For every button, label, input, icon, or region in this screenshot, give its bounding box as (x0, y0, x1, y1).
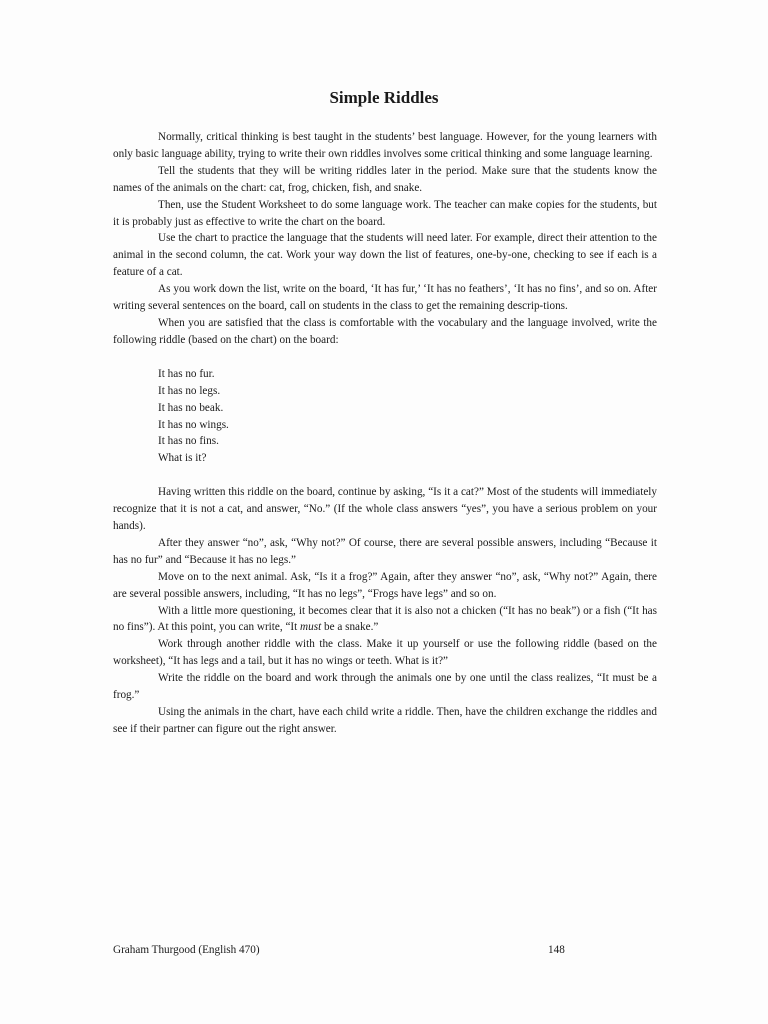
paragraph-must (113, 603, 657, 637)
riddle-line: It has no fins. (158, 435, 219, 448)
paragraph: Using the animals in the chart, have each child write a riddle. Then, have the children exchange the riddles and see if their partner can figure out the right answer. (113, 706, 657, 735)
paragraph-text: With a little more questioning, it becomes clear that it is also not a chicken (“It has no beak”) or a fish (“It has no fins”). At this point, you can write, “It (113, 604, 657, 634)
footer-author: Graham Thurgood (English 470) (113, 944, 260, 956)
paragraph: Work through another riddle with the class. Make it up yourself or use the following riddle (based on the worksheet), “It has legs and a tail, but it has no wings or teeth. What is it?” (113, 638, 657, 668)
riddle-line: It has no fur. (158, 367, 215, 380)
paragraph-text: be a snake.” (321, 621, 379, 634)
riddle-line: It has no legs. (158, 384, 221, 397)
page-number: 148 (548, 944, 565, 956)
riddle-block (158, 366, 657, 467)
page-title: Simple Riddles (329, 88, 439, 107)
paragraph: After they answer “no”, ask, “Why not?” Of course, there are several possible answers, including “Because it has no fur” and “Because it has no legs.” (113, 536, 657, 566)
paragraph: Use the chart to practice the language that the students will need later. For example, direct their attention to the animal in the second column, the cat. Work your way down the list of features, one-by-one, checking to see if each is a feature of a cat. (113, 232, 657, 279)
paragraph: Normally, critical thinking is best taught in the students’ best language. However, for the young learners with only basic language ability, trying to write their own riddles involves some critical thinking and some language learning. (113, 131, 657, 160)
paragraph: Move on to the next animal. Ask, “Is it a frog?” Again, after they answer “no”, ask, “Why not?” Again, there are several possible answers, including, “It has no legs”, “Frogs have legs” and so on. (113, 570, 657, 600)
paragraph: As you work down the list, write on the board, ‘It has fur,’ ‘It has no feathers’, ‘It has no fins’, and so on. After writing several sentences on the board, call on students in the class to get the remaining descrip-tions. (113, 283, 657, 313)
riddle-question: What is it? (158, 452, 207, 465)
riddle-line: It has no wings. (158, 418, 229, 431)
paragraph: Then, use the Student Worksheet to do some language work. The teacher can make copies for the students, but it is probably just as effective to write the chart on the board. (113, 198, 657, 228)
paragraph: Write the riddle on the board and work through the animals one by one until the class realizes, “It must be a frog.” (113, 672, 657, 702)
riddle-line: It has no beak. (158, 401, 224, 414)
paragraph: When you are satisfied that the class is comfortable with the vocabulary and the language involved, write the following riddle (based on the chart) on the board: (113, 316, 657, 346)
body-text (113, 129, 657, 738)
paragraph: Having written this riddle on the board, continue by asking, “Is it a cat?” Most of the students will immediately recognize that it is not a cat, and answer, “No.” (If the whole class answers “yes”, you have a serious problem on your hands). (113, 486, 657, 533)
paragraph: Tell the students that they will be writing riddles later in the period. Make sure that the students know the names of the animals on the chart: cat, frog, chicken, fish, and snake. (113, 164, 657, 194)
emphasis-must: must (300, 621, 322, 634)
